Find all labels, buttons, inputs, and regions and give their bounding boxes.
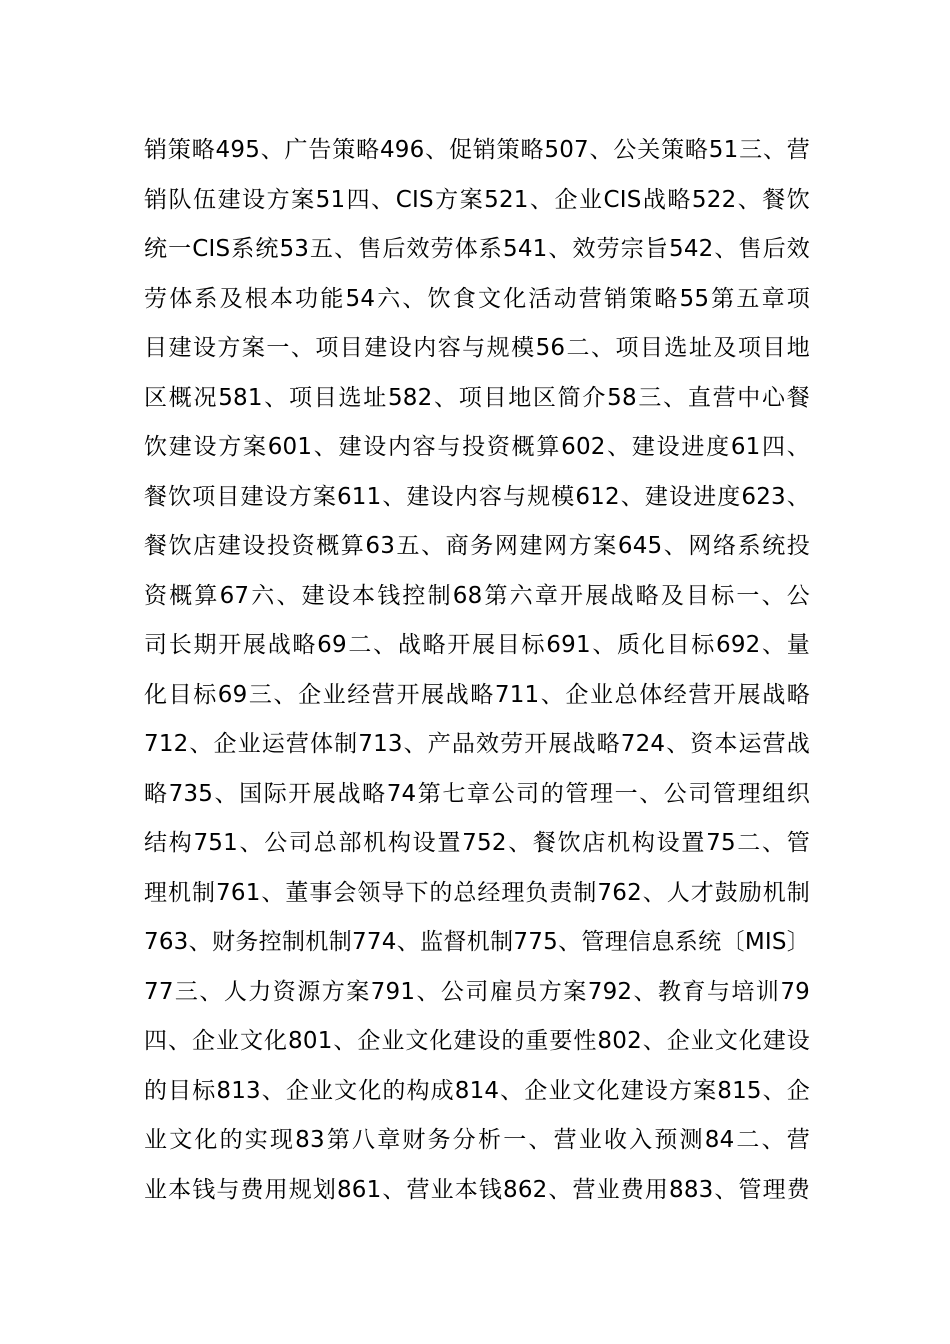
text-line: 理机制761、董事会领导下的总经理负责制762、人才鼓励机制 (144, 879, 810, 906)
text-line: 餐饮项目建设方案611、建设内容与规模612、建设进度623、 (144, 483, 810, 510)
text-line: 结构751、公司总部机构设置752、餐饮店机构设置75二、管 (144, 830, 810, 856)
text-line: 资概算67六、建设本钱控制68第六章开展战略及目标一、公 (144, 582, 810, 609)
text-line: 餐饮店建设投资概算63五、商务网建网方案645、网络系统投 (144, 533, 810, 559)
text-line: 763、财务控制机制774、监督机制775、管理信息系统〔MIS〕 (144, 929, 810, 955)
text-line: 业本钱与费用规划861、营业本钱862、营业费用883、管理费 (144, 1176, 810, 1203)
text-line: 化目标69三、企业经营开展战略711、企业总体经营开展战略 (144, 681, 810, 708)
text-line: 77三、人力资源方案791、公司雇员方案792、教育与培训79 (144, 978, 810, 1005)
text-line: 销队伍建设方案51四、CIS方案521、企业CIS战略522、餐饮 (144, 186, 810, 213)
text-line: 712、企业运营体制713、产品效劳开展战略724、资本运营战 (144, 731, 810, 757)
text-line: 统一CIS系统53五、售后效劳体系541、效劳宗旨542、售后效 (144, 236, 810, 262)
text-line: 略735、国际开展战略74第七章公司的管理一、公司管理组织 (144, 780, 810, 807)
text-line: 销策略495、广告策略496、促销策略507、公关策略51三、营 (144, 137, 810, 163)
text-line: 司长期开展战略69二、战略开展目标691、质化目标692、量 (144, 632, 810, 658)
text-line: 劳体系及根本功能54六、饮食文化活动营销策略55第五章项 (144, 285, 810, 312)
text-line: 业文化的实现83第八章财务分析一、营业收入预测84二、营 (144, 1127, 810, 1153)
body-text (144, 126, 810, 1215)
text-line: 四、企业文化801、企业文化建设的重要性802、企业文化建设 (144, 1028, 810, 1054)
text-line: 的目标813、企业文化的构成814、企业文化建设方案815、企 (144, 1077, 810, 1104)
text-line: 目建设方案一、项目建设内容与规模56二、项目选址及项目地 (144, 335, 810, 361)
text-line: 区概况581、项目选址582、项目地区简介58三、直营中心餐 (144, 384, 810, 411)
text-line: 饮建设方案601、建设内容与投资概算602、建设进度61四、 (144, 434, 810, 460)
